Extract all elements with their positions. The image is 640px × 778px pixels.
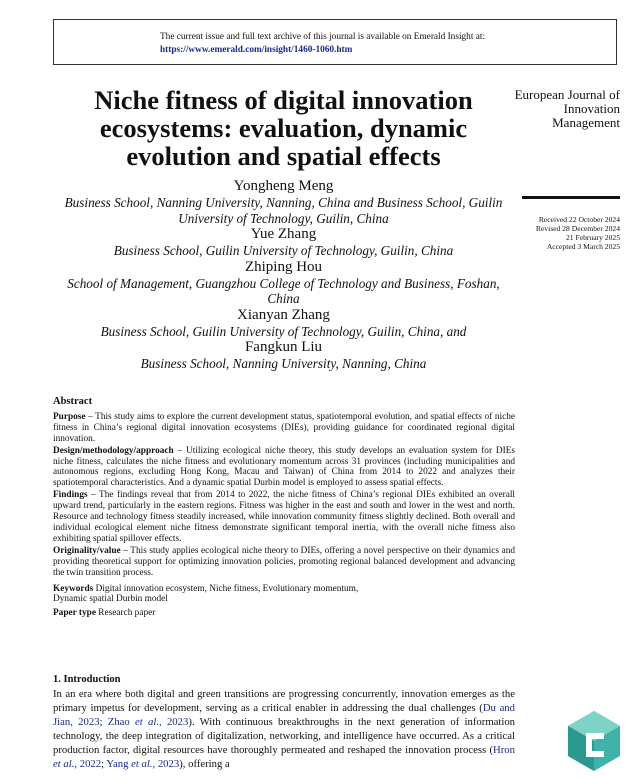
author-name: Yongheng Meng bbox=[233, 178, 334, 194]
date-revised: Revised 28 December 2024 bbox=[535, 224, 620, 233]
date-accepted: Accepted 3 March 2025 bbox=[546, 242, 620, 251]
keywords bbox=[53, 584, 515, 606]
author-affiliation: Business School, Nanning University, Nanning, China bbox=[140, 356, 427, 371]
sidebar-divider bbox=[522, 196, 620, 199]
paper-type-text: Research paper bbox=[95, 608, 156, 619]
citation-link[interactable]: Hron et al., 2022 bbox=[53, 744, 515, 770]
date-received: Received 22 October 2024 bbox=[538, 215, 620, 224]
abstract-purpose bbox=[53, 412, 515, 445]
originality-label: Originality/value bbox=[53, 545, 121, 556]
keywords-label: Keywords bbox=[53, 583, 94, 594]
citation-link[interactable]: Yang et al., 2023 bbox=[106, 758, 180, 770]
author-name: Fangkun Liu bbox=[244, 339, 323, 355]
abstract-heading: Abstract bbox=[53, 396, 93, 407]
author-affiliation: Business School, Nanning University, Nanning, China and Business School, Guilin University of Technology, Guilin, China bbox=[64, 195, 503, 226]
author-affiliation: Business School, Guilin University of Technology, Guilin, China bbox=[113, 243, 454, 258]
author-list bbox=[60, 178, 507, 372]
intro-heading: 1. Introduction bbox=[53, 674, 121, 685]
intro-text: In an era where both digital and green transitions are progressing concurrently, innovation emerges as the primary impetus for development, serving as a critical enabler in addressing the dual challenges ( bbox=[53, 688, 515, 714]
abstract-design bbox=[53, 446, 515, 490]
abstract-section bbox=[53, 397, 515, 619]
intro-paragraph bbox=[53, 687, 515, 771]
author-name: Yue Zhang bbox=[250, 226, 317, 242]
originality-text: – This study applies ecological niche theory to DIEs, offering a novel perspective on their dynamics and providing theoretical support for optimizing innovation policies, promoting regional balanced development and advancing the twin transition process. bbox=[53, 545, 515, 578]
date-revised-2: 21 February 2025 bbox=[566, 233, 620, 242]
findings-text: – The findings reveal that from 2014 to 2022, the niche fitness of China’s regional DIEs exhibited an overall upward trend, particularly in the eastern regions. Fitness was higher in the east and south and lower in the west and north. Resource and technology fitness steadily increased, while innovation community fitness slightly declined. Both overall and individual ecological element niche fitness demonstrate significant temporal inertia, with the overall niche fitness also exhibiting spatial spillover effects. bbox=[53, 490, 515, 544]
intro-text: ), offering a bbox=[179, 758, 230, 770]
author-affiliation: School of Management, Guangzhou College of Technology and Business, Foshan, China bbox=[67, 275, 500, 306]
journal-notice-box bbox=[53, 19, 617, 65]
article-dates bbox=[510, 215, 620, 251]
intro-text: ). With continuous breakthroughs in the next generation of information technology, the deep integration of digitalization, networking, and intelligence have occurred. As a critical production factor, digital resources have thoroughly permeated and reshaped the innovation process ( bbox=[53, 716, 516, 756]
citation-link[interactable]: Zhao et al., 2023 bbox=[107, 716, 189, 728]
notice-url-link[interactable]: https://www.emerald.com/insight/1460-1060.htm bbox=[160, 45, 353, 55]
author-name: Xianyan Zhang bbox=[237, 306, 330, 323]
design-text: – Utilizing ecological niche theory, this study develops an evaluation system for DIEs niche fitness, calculates the niche fitness and evolutionary momentum across 31 provinces (including municipalities and autonomous regions, excluding Hong Kong, Macau and Taiwan) of China from 2014 to 2022 and analyzes their spatiotemporal characteristics. And a dynamic spatial Durbin model is employed to assess spatial effects. bbox=[53, 445, 515, 489]
intro-sep: ; bbox=[101, 758, 107, 770]
abstract-findings bbox=[53, 490, 515, 545]
author-name: Zhiping Hou bbox=[244, 258, 323, 275]
design-label: Design/methodology/approach bbox=[53, 445, 174, 456]
article-title: Niche fitness of digital innovation ecosystems: evaluation, dynamic evolution and spatial effects bbox=[94, 85, 473, 171]
citation-link[interactable]: Du and Jian, 2023 bbox=[53, 702, 515, 728]
purpose-text: – This study aims to explore the current development status, spatiotemporal evolution, and spatial effects of niche fitness in China’s regional digital innovation ecosystems (DIEs), providing guidance for coordinated regional digital innovation. bbox=[53, 411, 515, 444]
paper-type-label: Paper type bbox=[53, 608, 96, 619]
intro-sep: ; bbox=[99, 716, 108, 728]
keywords-text-cont: Dynamic spatial Durbin model bbox=[53, 594, 168, 605]
author-affiliation: Business School, Guilin University of Technology, Guilin, China, and bbox=[100, 323, 467, 339]
notice-text: The current issue and full text archive of this journal is available on Emerald Insight at: bbox=[160, 32, 486, 42]
purpose-label: Purpose bbox=[53, 411, 86, 422]
keywords-text: Digital innovation ecosystem, Niche fitness, Evolutionary momentum, bbox=[93, 583, 359, 594]
abstract-originality bbox=[53, 546, 515, 579]
journal-name: European Journal of Innovation Management bbox=[514, 87, 620, 130]
emerald-logo-icon bbox=[568, 711, 620, 771]
paper-type bbox=[53, 608, 515, 619]
findings-label: Findings bbox=[53, 490, 88, 501]
